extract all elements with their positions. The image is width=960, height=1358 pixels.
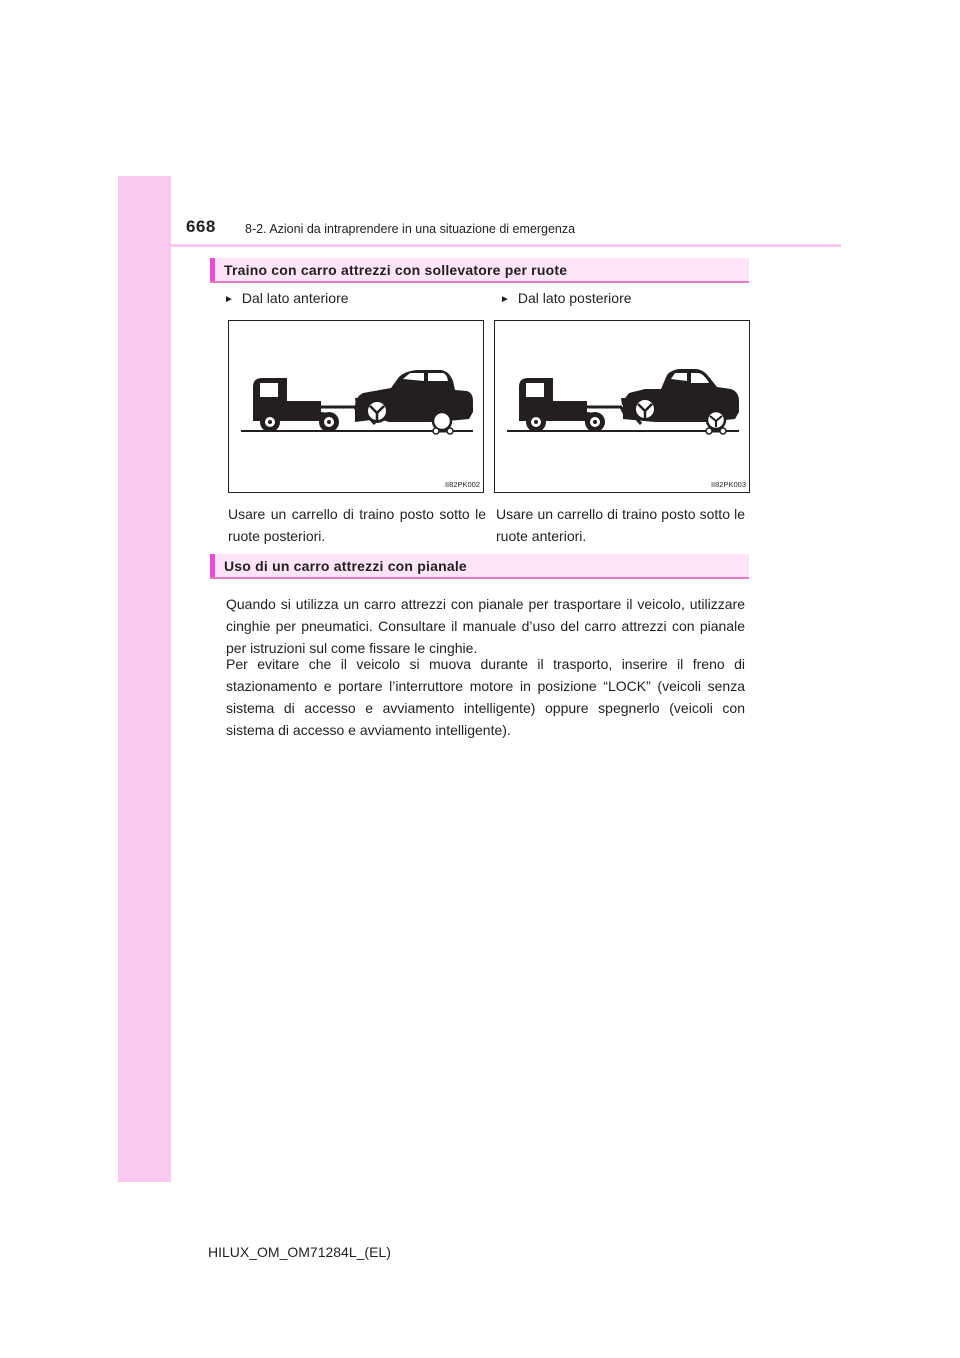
figure-tow-from-rear (494, 320, 750, 493)
paragraph-tire-straps: Quando si utilizza un carro attrezzi con pianale per trasportare il veicolo, utilizzare cinghie per pneumatici. Consultare il manuale d’uso del carro attrezzi con pianale per istruzioni sul come fissare le cinghie. (226, 596, 745, 656)
tow-truck-front-illustration (229, 321, 483, 492)
tow-truck-rear-illustration (495, 321, 749, 492)
figure-tow-from-front (228, 320, 484, 493)
heading-flatbed-towing (210, 554, 749, 579)
figure-code: II82PK002 (444, 480, 480, 489)
paragraph-parking-brake: Per evitare che il veicolo si muova durante il trasporto, inserire il freno di stazionamento e portare l’interruttore motore in posizione “LOCK” (veicoli senza sistema di accesso e avviamento intelligente) oppure spegnerlo (veicoli con sistema di accesso e avviamento intelligente). (226, 656, 745, 738)
section-title: 8-2. Azioni da intraprendere in una situazione di emergenza (245, 222, 576, 236)
heading-wheel-lift-towing-text: Traino con carro attrezzi con sollevatore per ruote (224, 262, 568, 278)
heading-wheel-lift-towing (210, 258, 749, 283)
header-divider (118, 244, 841, 247)
document-code: HILUX_OM_OM71284L_(EL) (208, 1244, 391, 1260)
label-front (224, 290, 349, 306)
figure-code: II82PK003 (710, 480, 746, 489)
page-number: 668 (186, 217, 216, 236)
caption-front: Usare un carrello di traino posto sotto le ruote posteriori. (228, 506, 486, 544)
triangle-bullet-icon: ► (224, 294, 234, 305)
label-rear-text: Dal lato posteriore (517, 290, 632, 306)
heading-flatbed-towing-text: Uso di un carro attrezzi con pianale (224, 558, 467, 574)
caption-rear: Usare un carrello di traino posto sotto le ruote anteriori. (496, 506, 745, 544)
label-rear (500, 290, 632, 306)
chapter-sidebar-tab (118, 176, 171, 1182)
triangle-bullet-icon: ► (500, 294, 510, 305)
label-front-text: Dal lato anteriore (241, 290, 349, 306)
